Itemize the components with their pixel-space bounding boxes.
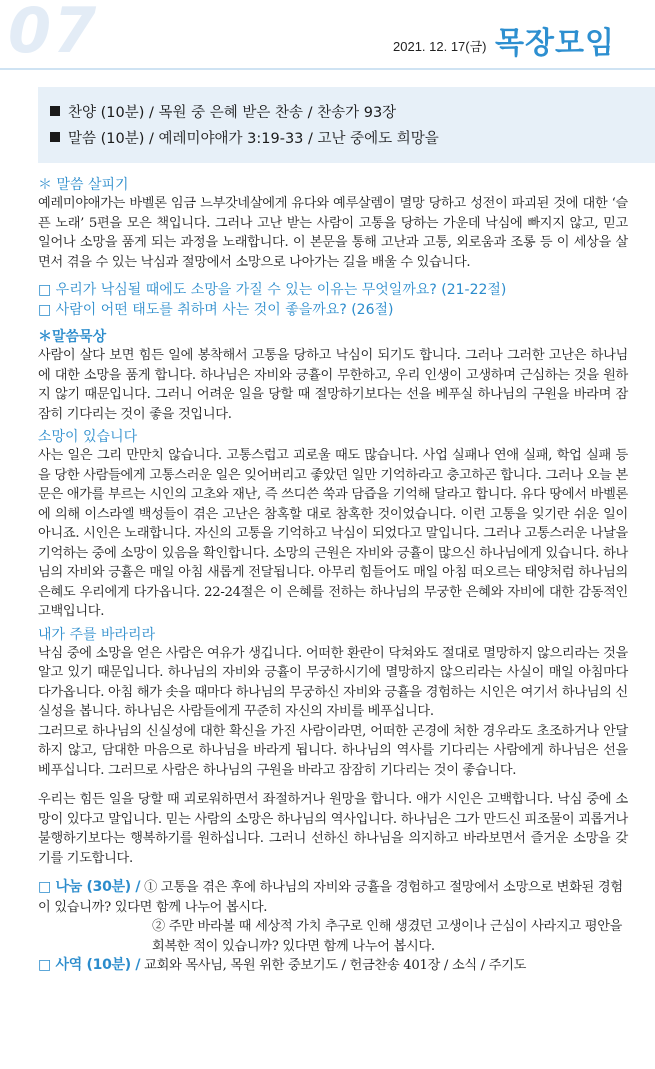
page-number: 07 (8, 0, 99, 67)
summary-word (50, 127, 439, 148)
square-bullet-icon (50, 132, 60, 142)
page-title: 목장모임 (495, 26, 615, 61)
sharing-item-2: ② 주만 바라볼 때 세상적 가치 추구로 인해 생겼던 고생이나 근심이 사라지고 평안을 회복한 적이 있습니까? 있다면 함께 나누어 봅시다. (152, 919, 623, 954)
section-heading-hope: 소망이 있습니다 (38, 429, 138, 445)
section-body-hope: 사는 일은 그리 만만치 않습니다. 고통스럽고 괴로울 때도 많습니다. 사업 실패나 연애 실패, 학업 실패 등 을 당한 사람들에게 고통스러운 일은 잊어버리고 좋았던 일만 기억하라고 충고하곤 합니다. 그러나 오늘 본문은 애가를 부르는 시인의 고초와 재난, 즉 쓰디쓴 쑥과 담즙을 기억해 달라고 합니다. 유다 땅에서 바벨론에 의해 이스라엘 백성들이 겪은 고난은 참혹할 대로 참혹한 것이었습니다. 이런 고통을 잊기란 쉬운 일이 아니죠. 시인은 노래합니다. 자신의 고통을 기억하고 낙심이 되었다고 말입니다. 그러나 고통스러운 나날을 기억하는 중에 소망이 있음을 확인합니다. 소망의 근원은 자비와 긍휼이 많으신 하나님에게 있습니다. 하나님의 자비와 긍휼은 매일 아침 새롭게 전달됩니다. 아무리 힘들어도 매일 아침 떠오르는 태양처럼 하나님의 은혜도 우리에게 다가옵니다. 22-24절은 이 은혜를 전하는 하나님의 무궁한 은혜와 자비에 대한 감동적인 고백입니다. (38, 448, 628, 619)
ministry-label: □ 사역 (10분) / (38, 957, 141, 973)
page-header (0, 0, 655, 72)
summary-box (38, 87, 655, 163)
section-body-meditation: 사람이 살다 보면 힘든 일에 봉착해서 고통을 당하고 낙심이 되기도 합니다. 그러나 그러한 고난은 하나님에 대한 소망을 품게 합니다. 하나님은 자비와 긍휼이 무한하고, 우리 인생이 고생하며 근심하는 것을 원하지 않기 때문입니다. 그러니 어려운 일을 당할 때 절망하기보다는 선을 베푸실 하나님의 구원을 바라며 잠잠히 기다리는 것이 좋을 것입니다. (38, 348, 628, 422)
question-1: □ 우리가 낙심될 때에도 소망을 가질 수 있는 이유는 무엇일까요? (21-22절) (38, 282, 507, 298)
question-2: □ 사람이 어떤 태도를 취하며 사는 것이 좋을까요? (26절) (38, 302, 394, 318)
ministry-line (38, 956, 628, 976)
section-body-look-to-lord-2: 그러므로 하나님의 신실성에 대한 확신을 가진 사람이라면, 어떠한 곤경에 처한 경우라도 초조하거나 안달하지 않고, 담대한 마음으로 하나님을 바라게 됩니다. 하나님의 역사를 기다리는 사람에게 하나님은 선을 베푸십니다. 그러므로 사람은 하나님의 구원을 바라고 잠잠히 기다리는 것이 좋습니다. (38, 723, 628, 778)
section-body-look-to-lord-1: 낙심 중에 소망을 얻은 사람은 여유가 생깁니다. 어떠한 환란이 닥쳐와도 절대로 멸망하지 않으리라는 것을 알고 있기 때문입니다. 하나님의 자비와 긍휼이 무궁하시기에 멸망하지 않으리라는 사실이 매일 아침마다 다가옵니다. 아침 해가 솟을 때마다 하나님의 무궁하신 자비와 긍휼을 경험하는 시인은 여기서 하나님의 신실성을 봅니다. 하나님은 사람들에게 꾸준히 자신의 자비를 베푸십니다. (38, 645, 628, 719)
summary-word-text: 말씀 (10분) / 예레미야애가 3:19-33 / 고난 중에도 희망을 (68, 131, 439, 147)
summary-praise (50, 101, 396, 122)
sharing-label: □ 나눔 (30분) / (38, 879, 141, 895)
square-bullet-icon (50, 106, 60, 116)
section-body-review: 예레미야애가는 바벨론 임금 느부갓네살에게 유다와 예루살렘이 멸망 당하고 성전이 파괴된 것에 대한 ‘슬픈 노래’ 5편을 모은 책입니다. 그러나 고난 받는 사람이 고통을 당하는 가운데 낙심에 빠지지 않고, 믿고 일어나 소망을 품게 되는 과정을 노래합니다. 이 본문을 통해 고난과 고통, 외로움과 조롱 등 이 세상을 살면서 겪을 수 있는 낙심과 절망에서 소망으로 나아가는 길을 배울 수 있습니다. (38, 196, 628, 270)
ministry-text: 교회와 목사님, 목원 위한 중보기도 / 헌금찬송 401장 / 소식 / 주기도 (144, 958, 527, 973)
sharing-item-1 (38, 878, 628, 917)
section-heading-meditation: ＊말씀묵상 (38, 329, 107, 345)
main-content (38, 176, 628, 976)
summary-praise-text: 찬양 (10분) / 목원 중 은혜 받은 찬송 / 찬송가 93장 (68, 105, 397, 121)
header-divider (0, 68, 655, 70)
meeting-date: 2021. 12. 17(금) (393, 39, 487, 54)
section-heading-review: ＊ 말씀 살피기 (38, 177, 129, 193)
sharing-question-1: ① 고통을 겪은 후에 하나님의 자비와 긍휼을 경험하고 절망에서 소망으로 변화된 경험이 있습니까? 있다면 함께 나누어 봅시다. (38, 880, 623, 915)
section-heading-look-to-lord: 내가 주를 바라리라 (38, 626, 156, 643)
section-body-look-to-lord-3: 우리는 힘든 일을 당할 때 괴로워하면서 좌절하거나 원망을 합니다. 애가 시인은 고백합니다. 낙심 중에 소망이 있다고 말입니다. 믿는 사람의 소망은 하나님의 역사입니다. 하나님은 그가 만드신 피조물이 괴롭거나 불행하기보다는 행복하기를 원하십니다. 그러니 선하신 하나님을 의지하고 바라보면서 즐거운 소망을 갖기를 기도합니다. (38, 792, 628, 866)
